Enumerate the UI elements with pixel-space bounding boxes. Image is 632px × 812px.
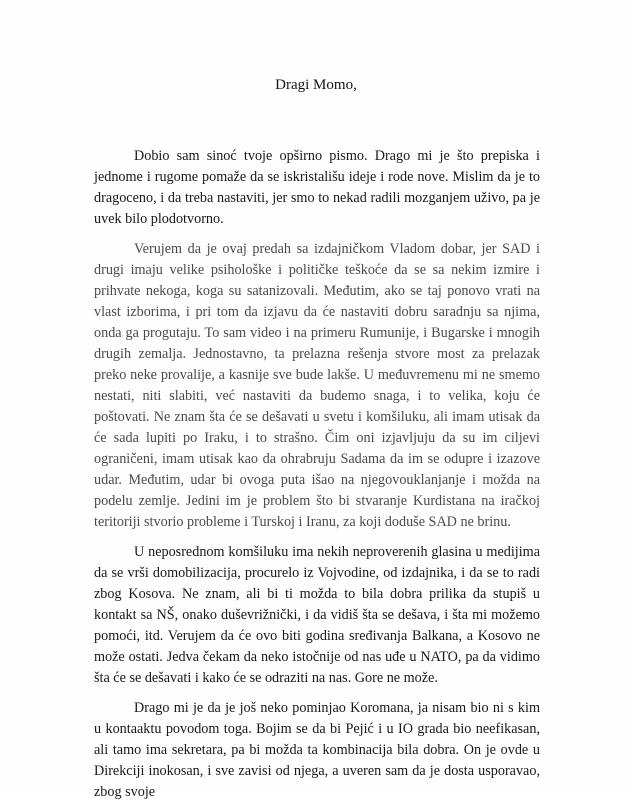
paragraph-2: Verujem da je ovaj predah sa izdajničkom Vladom dobar, jer SAD i drugi imaju velike psihološke i političke teškoće da se sa nekim izmire i prihvate nekoga, koga su satanizovali. Međutim, ako se taj ponovo vrati na vlast izborima, i pri tom da izjavu da će nastaviti dobru saradnju sa njima, onda ga progutaju. To sam video i na primeru Rumunije, i Bugarske i mnogih drugih zemalja. Jednostavno, ta prelazna rešenja stvore most za prelazak preko neke provalije, a kasnije sve bude lakše. U međuvremenu mi ne smemo nestati, niti slabiti, već nastaviti da budemo snaga, i to velika, koju će poštovati. Ne znam šta će se dešavati u svetu i komšiluku, ali imam utisak da će sada lupiti po Iraku, i to strašno. Čim oni izjavljuju da su im ciljevi ograničeni, imam utisak kao da ohrabruju Sadama da im se odupre i izazove udar. Međutim, udar bi ovoga puta išao na njegovouklanjanje i možda na podelu zemlje. Jedini im je problem što bi stvaranje Kurdistana na iračkoj teritoriji stvorio probleme i Turskoj i Iranu, za koji doduše SAD ne brinu. — [94, 241, 540, 530]
letter-body — [94, 146, 540, 812]
paragraph-4: Drago mi je da je još neko pominjao Koromana, ja nisam bio ni s kim u kontaaktu povodom toga. Bojim se da bi Pejić i u IO grada bio neefikasan, ali tamo ima sekretara, pa bi možda ta kombinacija bila dobra. On je ovde u Direkciji inokosan, i sve zavisi od njega, a uveren sam da je dosta usporavao, zbog svoje — [94, 700, 540, 800]
paragraph-3: U neposrednom komšiluku ima nekih neproverenih glasina u medijima da se vrši domobilizacija, procurelo iz Vojvodine, od izdajnika, i da se to radi zbog Kosova. Ne znam, ali bi ti možda to bila dobra prilika da stupiš u kontakt sa NŠ, onako duševrižnički, i da vidiš šta se dešava, i šta mi možemo pomoći, itd. Verujem da će ovo biti godina sređivanja Balkana, a Kosovo ne može ostati. Jedva čekam da neko istočnije od nas uđe u NATO, pa da vidimo šta će se dešavati i kako će se odraziti na nas. Gore ne može. — [94, 544, 540, 686]
salutation: Dragi Momo, — [275, 77, 357, 93]
paragraph-1: Dobio sam sinoć tvoje opširno pismo. Drago mi je što prepiska i jednome i rugome pomaže da se iskristališu ideje i rode nove. Mislim da je to dragoceno, i da treba nastaviti, jer smo to nekad radili mozganjem uživo, pa je uvek bilo plodotvorno. — [94, 148, 540, 227]
